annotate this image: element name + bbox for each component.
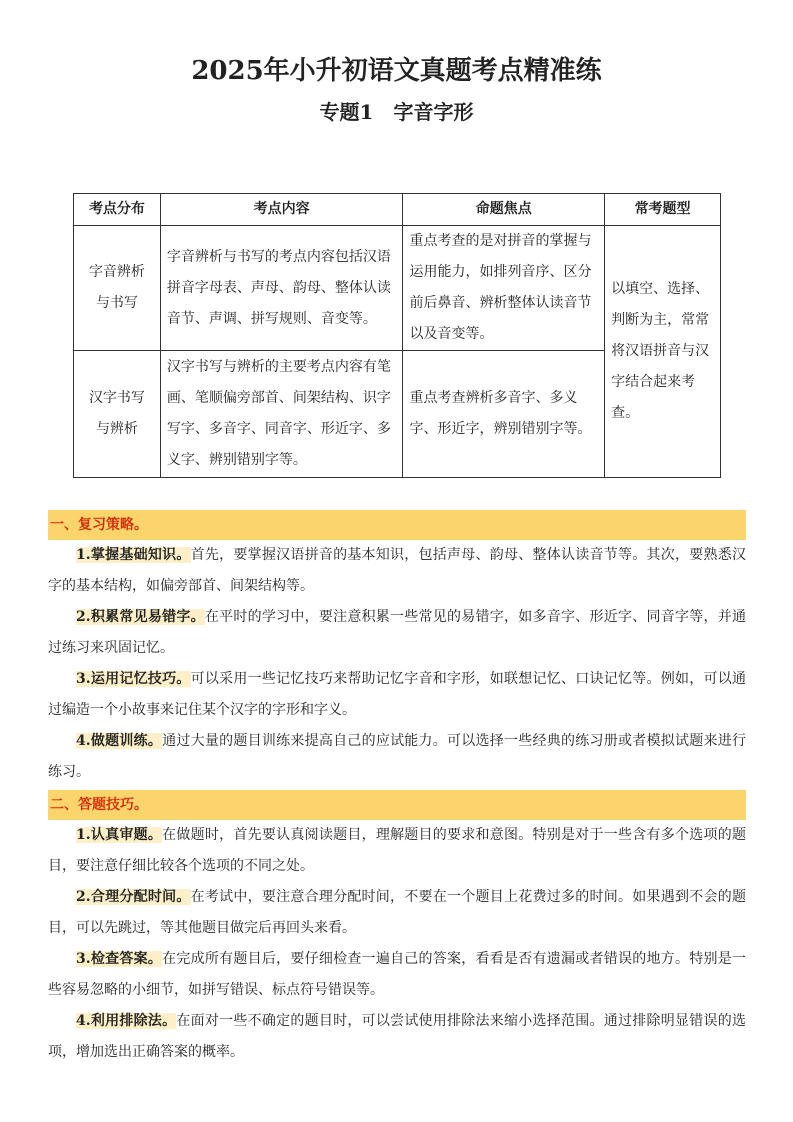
item-text: 在面对一些不确定的题目时，可以尝试使用排除法来缩小选择范围。通过排除明显错误的选项，增加选出正确答案的概率。 bbox=[48, 1013, 747, 1060]
item-text: 在做题时，首先要认真阅读题目，理解题目的要求和意图。特别是对于一些含有多个选项的题目，要注意仔细比较各个选项的不同之处。 bbox=[48, 827, 746, 874]
header-cell: 考点内容 bbox=[160, 194, 403, 226]
item-text: 在完成所有题目后，要仔细检查一遍自己的答案，看看是否有遗漏或者错误的地方。特别是一些容易忽略的小细节，如拼写错误、标点符号错误等。 bbox=[48, 951, 746, 998]
section-heading: 一、复习策略。 bbox=[48, 510, 746, 540]
header-cell: 考点分布 bbox=[74, 194, 161, 226]
header-cell: 命题焦点 bbox=[403, 194, 605, 226]
paragraph bbox=[48, 1006, 746, 1068]
paragraph bbox=[48, 726, 746, 788]
paragraph bbox=[48, 664, 746, 726]
document-subtitle: 专题1 字音字形 bbox=[319, 100, 474, 124]
paragraph bbox=[48, 540, 746, 602]
paragraph bbox=[48, 602, 746, 664]
item-text: 首先，要掌握汉语拼音的基本知识，包括声母、韵母、整体认读音节等。其次，要熟悉汉字的基本结构，如偏旁部首、间架结构等。 bbox=[48, 547, 746, 594]
item-label: 2.积累常见易错字。 bbox=[76, 609, 205, 625]
topic-cell: 字音辨析与书写 bbox=[74, 226, 161, 351]
section-review-strategy bbox=[48, 510, 746, 788]
item-text: 可以采用一些记忆技巧来帮助记忆字音和字形，如联想记忆、口诀记忆等。例如，可以通过编造一个小故事来记住某个汉字的字形和字义。 bbox=[48, 671, 746, 718]
item-text: 在平时的学习中，要注意积累一些常见的易错字，如多音字、形近字、同音字等，并通过练习来巩固记忆。 bbox=[48, 609, 746, 656]
item-label: 1.掌握基础知识。 bbox=[76, 547, 191, 563]
content-cell: 字音辨析与书写的考点内容包括汉语拼音字母表、声母、韵母、整体认读音节、声调、拼写规则、音变等。 bbox=[160, 226, 403, 351]
item-label: 3.检查答案。 bbox=[76, 951, 163, 967]
item-label: 2.合理分配时间。 bbox=[76, 889, 191, 905]
paragraph bbox=[48, 944, 746, 1006]
item-label: 1.认真审题。 bbox=[76, 827, 163, 843]
item-label: 3.运用记忆技巧。 bbox=[76, 671, 191, 687]
focus-cell: 重点考查的是对拼音的掌握与运用能力，如排列音序、区分前后鼻音、辨析整体认读音节以及音变等。 bbox=[403, 226, 605, 351]
focus-cell: 重点考查辨析多音字、多义字、形近字，辨别错别字等。 bbox=[403, 351, 605, 478]
table-row bbox=[74, 226, 721, 351]
item-label: 4.利用排除法。 bbox=[76, 1013, 177, 1029]
question-types-cell: 以填空、选择、判断为主，常常将汉语拼音与汉字结合起来考查。 bbox=[605, 226, 721, 478]
paragraph bbox=[48, 820, 746, 882]
item-label: 4.做题训练。 bbox=[76, 733, 163, 749]
item-text: 在考试中，要注意合理分配时间，不要在一个题目上花费过多的时间。如果遇到不会的题目，可以先跳过，等其他题目做完后再回头来看。 bbox=[48, 889, 746, 936]
header-cell: 常考题型 bbox=[605, 194, 721, 226]
section-heading: 二、答题技巧。 bbox=[48, 790, 746, 820]
topic-cell: 汉字书写与辨析 bbox=[74, 351, 161, 478]
table-header-row bbox=[74, 194, 721, 226]
content-cell: 汉字书写与辨析的主要考点内容有笔画、笔顺偏旁部首、间架结构、识字写字、多音字、同音字、形近字、多义字、辨别错别字等。 bbox=[160, 351, 403, 478]
exam-points-table bbox=[73, 193, 721, 478]
section-answer-tips bbox=[48, 790, 746, 1068]
document-title: 2025年小升初语文真题考点精准练 bbox=[191, 56, 602, 86]
item-text: 通过大量的题目训练来提高自己的应试能力。可以选择一些经典的练习册或者模拟试题来进行练习。 bbox=[48, 733, 746, 780]
paragraph bbox=[48, 882, 746, 944]
